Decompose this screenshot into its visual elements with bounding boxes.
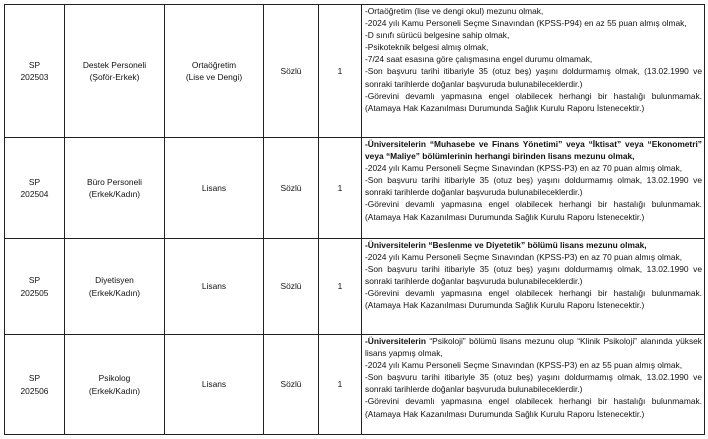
requirements-cell bbox=[362, 138, 705, 239]
requirement-text: “Muhasebe ve Finans Yönetimi” veya “İktisat” veya “Ekonometri” veya “Maliye” bölümlerinin herhangi birinden lisans mezunu olmak, bbox=[365, 139, 702, 162]
requirement-item bbox=[365, 41, 702, 53]
education-level-cell bbox=[165, 138, 264, 239]
requirement-item bbox=[365, 395, 702, 419]
education-detail: (Lise ve Dengi) bbox=[185, 72, 243, 82]
requirement-item bbox=[365, 174, 702, 198]
exam-type-cell: Sözlü bbox=[264, 335, 319, 435]
position-title: Destek Personeli bbox=[82, 59, 147, 70]
requirements-cell bbox=[362, 239, 705, 335]
requirement-text: -Ortaöğretim (lise ve dengi okul) mezunu olmak, bbox=[365, 6, 544, 16]
table-row bbox=[5, 239, 705, 335]
position-code-prefix: SP bbox=[28, 275, 41, 286]
requirement-item bbox=[365, 335, 702, 359]
requirement-item bbox=[365, 239, 702, 251]
position-code-cell bbox=[5, 239, 65, 335]
table-row bbox=[5, 335, 705, 435]
requirement-text: -D sınıfı sürücü belgesine sahip olmak, bbox=[365, 30, 510, 41]
education-level-cell bbox=[165, 335, 264, 435]
requirement-text: “Psikoloji” bölümü lisans mezunu olup “Klinik Psikoloji” alanında yüksek lisans yapmış olmak, bbox=[365, 336, 702, 359]
position-code-prefix: SP bbox=[28, 373, 41, 384]
requirement-text: -Son başvuru tarihi itibariyle 35 (otuz beş) yaşını doldurmamış olmak, 13.02.1990 ve sonraki tarihlerde doğanlar başvuruda bulunabileceklerdir.) bbox=[365, 372, 702, 395]
position-count-cell: 1 bbox=[319, 335, 362, 435]
requirement-item bbox=[365, 371, 702, 395]
position-count-cell: 1 bbox=[319, 138, 362, 239]
requirement-text: -2024 yılı Kamu Personeli Seçme Sınavından (KPSS-P3) en az 70 puan almış olmak, bbox=[365, 252, 683, 263]
table-row bbox=[5, 5, 705, 138]
table-row bbox=[5, 138, 705, 239]
requirement-item bbox=[365, 138, 702, 162]
requirement-text: -Son başvuru tarihi itibariyle 35 (otuz beş) yaşını doldurmamış olmak, 13.02.1990 ve sonraki tarihlerde doğanlar başvuruda bulunabileceklerdir.) bbox=[365, 175, 702, 198]
exam-type-cell: Sözlü bbox=[264, 239, 319, 335]
requirement-item bbox=[365, 198, 702, 222]
position-code-number: 202505 bbox=[20, 287, 49, 298]
requirement-text: -Üniversitelerin bbox=[365, 139, 430, 149]
position-gender: (Erkek/Kadın) bbox=[88, 287, 141, 298]
requirement-item bbox=[365, 287, 702, 311]
requirement-text: -Üniversitelerin bbox=[365, 240, 429, 250]
requirement-text: -Son başvuru tarihi itibariyle 35 (otuz beş) yaşını doldurmamış olmak, 13.02.1990 ve sonraki tarihlerde doğanlar başvuruda bulunabileceklerdir.) bbox=[365, 264, 702, 287]
position-code-prefix: SP bbox=[28, 59, 41, 70]
requirement-item bbox=[365, 17, 702, 29]
exam-type-cell: Sözlü bbox=[264, 138, 319, 239]
requirement-text: -Son başvuru tarihi itibariyle 35 (otuz beş) yaşını doldurmamış olmak, (13.02.1990 ve sonraki tarihlerde doğanlar başvuruda bulunabileceklerdir.) bbox=[365, 66, 702, 89]
position-gender: (Erkek/Kadın) bbox=[88, 189, 141, 199]
position-gender: (Erkek/Kadın) bbox=[88, 385, 141, 396]
requirement-item bbox=[365, 90, 702, 114]
requirement-item bbox=[365, 162, 702, 174]
position-code-cell bbox=[5, 335, 65, 435]
position-code-cell bbox=[5, 5, 65, 138]
position-count-cell: 1 bbox=[319, 5, 362, 138]
position-code-prefix: SP bbox=[28, 176, 41, 187]
requirement-text: -2024 yılı Kamu Personeli Seçme Sınavından (KPSS-P3) en az 70 puan almış olmak, bbox=[365, 163, 683, 174]
position-title: Psikolog bbox=[98, 373, 131, 384]
position-title: Büro Personeli bbox=[87, 176, 142, 187]
requirement-item bbox=[365, 53, 702, 65]
requirements-cell bbox=[362, 335, 705, 435]
requirement-item bbox=[365, 251, 702, 263]
position-code-cell bbox=[5, 138, 65, 239]
requirement-text: -Psikoteknik belgesi almış olmak, bbox=[365, 42, 489, 53]
requirement-item bbox=[365, 263, 702, 287]
education-level: Lisans bbox=[201, 281, 227, 292]
requirement-text: -2024 yılı Kamu Personeli Seçme Sınavından (KPSS-P94) en az 55 puan almış olmak, bbox=[365, 18, 687, 29]
education-level: Lisans bbox=[201, 379, 227, 390]
requirement-text: -Görevini devamlı yapmasına engel olabilecek herhangi bir hastalığı bulunmamak. (Atamaya Hak Kazanılması Durumunda Sağlık Kurulu Raporu İstenecektir.) bbox=[365, 396, 702, 419]
requirement-text: -Görevini devamlı yapmasına engel olabilecek herhangi bir hastalığı bulunmamak. (Atamaya Hak Kazanılması Durumunda Sağlık Kurulu Raporu İstenecektir.) bbox=[365, 288, 702, 311]
requirement-item bbox=[365, 29, 702, 41]
position-title-cell bbox=[65, 5, 165, 138]
position-code-number: 202506 bbox=[20, 385, 49, 396]
requirement-item bbox=[365, 359, 702, 371]
requirement-text: -2024 yılı Kamu Personeli Seçme Sınavından (KPSS-P3) en az 55 puan almış olmak, bbox=[365, 360, 683, 371]
position-title-cell bbox=[65, 335, 165, 435]
education-level: Ortaöğretim bbox=[191, 59, 237, 70]
position-code-number: 202503 bbox=[20, 72, 49, 82]
position-code-number: 202504 bbox=[20, 189, 49, 199]
requirement-text: -Görevini devamlı yapmasına engel olabilecek herhangi bir hastalığı bulunmamak. (Atamaya Hak Kazanılması Durumunda Sağlık Kurulu Raporu İstenecektir.) bbox=[365, 90, 702, 113]
position-title-cell bbox=[65, 138, 165, 239]
position-gender: (Şoför-Erkek) bbox=[89, 72, 140, 82]
requirement-text: -7/24 saat esasına göre çalışmasına engel durumu olmamak, bbox=[365, 54, 593, 65]
requirement-text: -Görevini devamlı yapmasına engel olabilecek herhangi bir hastalığı bulunmamak. (Atamaya Hak Kazanılması Durumunda Sağlık Kurulu Raporu İstenecektir.) bbox=[365, 199, 702, 222]
exam-type-cell: Sözlü bbox=[264, 5, 319, 138]
position-title-cell bbox=[65, 239, 165, 335]
requirement-text: “Beslenme ve Diyetetik” bölümü lisans mezunu olmak, bbox=[428, 240, 647, 250]
education-level-cell bbox=[165, 5, 264, 138]
position-count-cell: 1 bbox=[319, 239, 362, 335]
education-level: Lisans bbox=[201, 182, 227, 193]
requirements-cell bbox=[362, 5, 705, 138]
requirement-item bbox=[365, 65, 702, 89]
job-positions-table bbox=[4, 4, 705, 435]
position-title: Diyetisyen bbox=[95, 275, 134, 286]
requirement-item bbox=[365, 5, 702, 17]
requirement-text: -Üniversitelerin bbox=[365, 336, 430, 346]
education-level-cell bbox=[165, 239, 264, 335]
